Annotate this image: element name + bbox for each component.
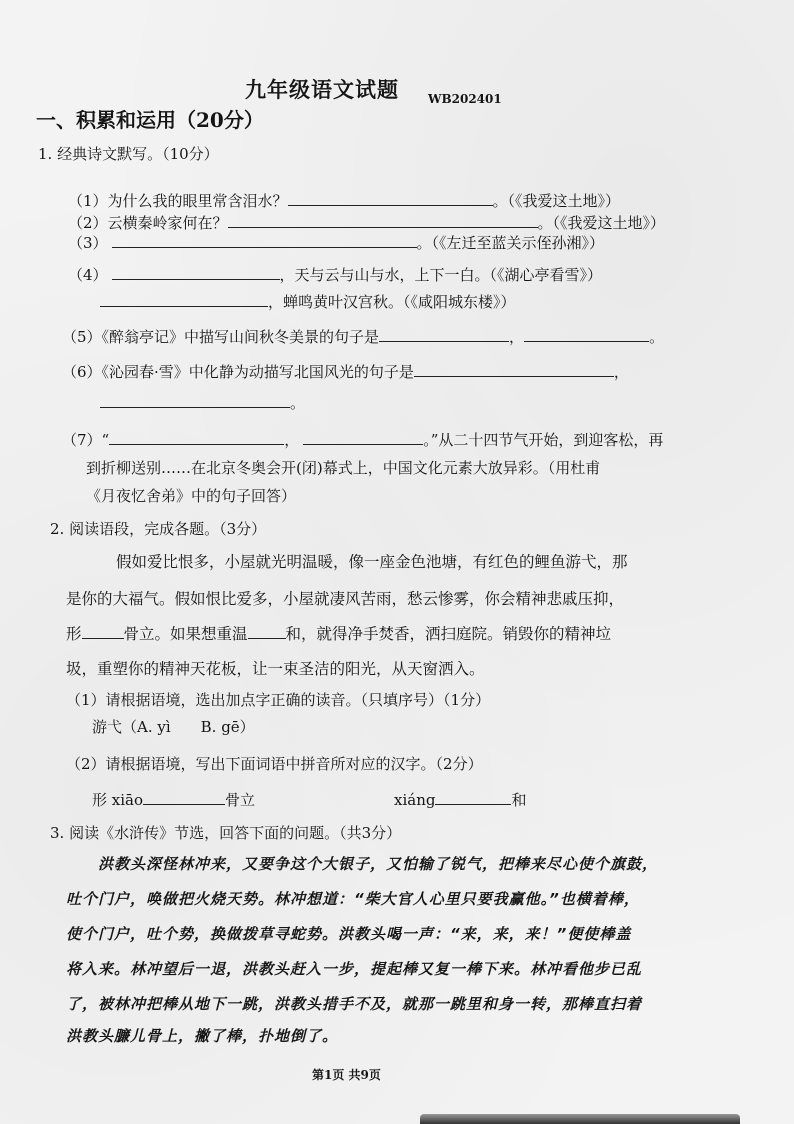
q2-sub2-a-blank[interactable] bbox=[143, 790, 225, 805]
q1-item-7 bbox=[62, 429, 663, 450]
q2-sub2-a-pinyin: 形 xiāo bbox=[92, 791, 143, 809]
q1-item-5-blank-a[interactable] bbox=[379, 327, 509, 342]
q1-stem: 1. 经典诗文默写。（10分） bbox=[38, 145, 219, 163]
q1-item-5-comma: ， bbox=[509, 328, 525, 346]
exam-title: 九年级语文试题 bbox=[245, 77, 399, 102]
q2-passage-3c: 和，就得净手焚香，洒扫庭院。销毁你的精神垃 bbox=[285, 625, 612, 643]
q3-passage-line3: 使个门户，吐个势，换做拨草寻蛇势。洪教头喝一声：“来，来，来！”便使棒盖 bbox=[66, 925, 632, 943]
q2-passage-line3 bbox=[66, 622, 611, 644]
q2-sub1-options: 游弋（A. yì B. gē） bbox=[92, 718, 255, 736]
q1-item-5-end: 。 bbox=[649, 328, 665, 346]
q2-sub1: （1）请根据语境，选出加点字正确的读音。（只填序号）（1分） bbox=[66, 691, 491, 709]
q1-item-6-text: （6）《沁园春·雪》中化静为动描写北国风光的句子是 bbox=[62, 363, 414, 381]
q1-item-7-open: （7）“ bbox=[62, 431, 110, 449]
q1-item-5-blank-b[interactable] bbox=[524, 327, 649, 342]
q1-item-5-text: （5）《醉翁亭记》中描写山间秋冬美景的句子是 bbox=[62, 328, 380, 346]
q1-item-2-text: （2）云横秦岭家何在？ bbox=[68, 214, 228, 232]
q2-passage-line1: 假如爱比恨多，小屋就光明温暖，像一座金色池塘，有红色的鲤鱼游弋，那 bbox=[116, 553, 628, 571]
scan-edge-shadow bbox=[420, 1114, 740, 1124]
page-number: 第1页 共9页 bbox=[312, 1068, 381, 1082]
q1-item-2-blank[interactable] bbox=[228, 213, 538, 228]
q2-sub2-a-suffix: 骨立 bbox=[225, 791, 256, 809]
q1-item-1-source: 。（《我爱这土地》） bbox=[492, 192, 621, 210]
q3-stem: 3. 阅读《水浒传》节选，回答下面的问题。（共3分） bbox=[50, 824, 402, 842]
q2-sub2-a bbox=[92, 789, 255, 810]
q1-item-3-num: （3） bbox=[68, 234, 108, 252]
q1-item-7-text: 。”从二十四节气开始，到迎客松，再 bbox=[423, 431, 664, 449]
q1-item-2 bbox=[68, 212, 665, 233]
q3-passage-line5: 了，被林冲把棒从地下一跳，洪教头措手不及，就那一跳里和身一转，那棒直扫着 bbox=[66, 995, 643, 1013]
q1-item-1-text: （1）为什么我的眼里常含泪水？ bbox=[68, 192, 288, 210]
q2-passage-3b: 骨立。如果想重温 bbox=[123, 625, 248, 643]
q1-item-6b bbox=[100, 392, 305, 413]
q2-sub2-b bbox=[394, 789, 526, 810]
q1-item-4b-blank[interactable] bbox=[100, 292, 268, 307]
q2-stem: 2. 阅读语段，完成各题。（3分） bbox=[50, 520, 267, 538]
q1-item-1 bbox=[68, 190, 620, 211]
q2-sub2-b-suffix: 和 bbox=[511, 791, 527, 809]
q2-passage-3a: 形 bbox=[66, 625, 82, 643]
q3-passage-line1: 洪教头深怪林冲来，又要争这个大银子，又怕输了锐气，把棒来尽心使个旗鼓， bbox=[98, 855, 659, 873]
q1-item-7-blank-a[interactable] bbox=[109, 430, 284, 445]
q2-sub2-b-blank[interactable] bbox=[435, 790, 511, 805]
q1-item-6-blank-a[interactable] bbox=[414, 362, 614, 377]
q1-item-4b bbox=[100, 291, 516, 312]
q1-item-4-source: ，天与云与山与水，上下一白。（《湖心亭看雪》） bbox=[279, 266, 603, 284]
q1-item-7-comma: ， bbox=[284, 431, 300, 449]
q1-item-7-line2: 到折柳送别……在北京冬奥会开(闭)幕式上，中国文化元素大放异彩。（用杜甫 bbox=[86, 459, 601, 477]
q1-item-7-blank-b[interactable] bbox=[303, 430, 423, 445]
q1-item-6-blank-b[interactable] bbox=[100, 393, 290, 408]
q1-item-7-line3: 《月夜忆舍弟》中的句子回答） bbox=[86, 487, 297, 505]
q1-item-4-num: （4） bbox=[68, 266, 108, 284]
q2-sub2: （2）请根据语境，写出下面词语中拼音所对应的汉字。（2分） bbox=[66, 755, 483, 773]
q1-item-6 bbox=[62, 361, 629, 382]
q2-passage-line2: 是你的大福气。假如恨比爱多，小屋就凄风苦雨，愁云惨雾，你会精神悲戚压抑， bbox=[66, 590, 625, 608]
q1-item-4-blank[interactable] bbox=[112, 265, 280, 280]
q1-item-3 bbox=[68, 232, 604, 253]
q1-item-4 bbox=[68, 264, 602, 285]
q3-passage-line2: 吐个门户，唤做把火烧天势。林冲想道：“柴大官人心里只要我赢他。”也横着棒， bbox=[66, 890, 640, 908]
q2-blank-xiao[interactable] bbox=[82, 624, 124, 639]
q3-passage-line4: 将入来。林冲望后一退，洪教头赶入一步，提起棒又复一棒下来。林冲看他步已乱 bbox=[66, 960, 643, 978]
q1-item-2-source: 。（《我爱这土地》） bbox=[537, 214, 666, 232]
q2-blank-xiang[interactable] bbox=[248, 624, 286, 639]
q1-item-6-comma: ， bbox=[613, 363, 629, 381]
exam-code: WB202401 bbox=[428, 92, 502, 106]
q2-passage-line4: 圾，重塑你的精神天花板，让一束圣洁的阳光，从天窗洒入。 bbox=[66, 660, 485, 678]
q1-item-4b-source: ，蝉鸣黄叶汉宫秋。（《咸阳城东楼》） bbox=[268, 293, 516, 311]
q1-item-6-end: 。 bbox=[290, 394, 306, 412]
section-heading: 一、积累和运用（20分） bbox=[36, 108, 264, 132]
q2-sub2-b-pinyin: xiáng bbox=[394, 791, 436, 809]
q1-item-1-blank[interactable] bbox=[288, 191, 493, 206]
q1-item-5 bbox=[62, 326, 664, 347]
q1-item-3-blank[interactable] bbox=[112, 233, 417, 248]
q3-passage-line6: 洪教头臁儿骨上，撇了棒，扑地倒了。 bbox=[66, 1027, 339, 1045]
q1-item-3-source: 。（《左迁至蓝关示侄孙湘》） bbox=[416, 234, 605, 252]
